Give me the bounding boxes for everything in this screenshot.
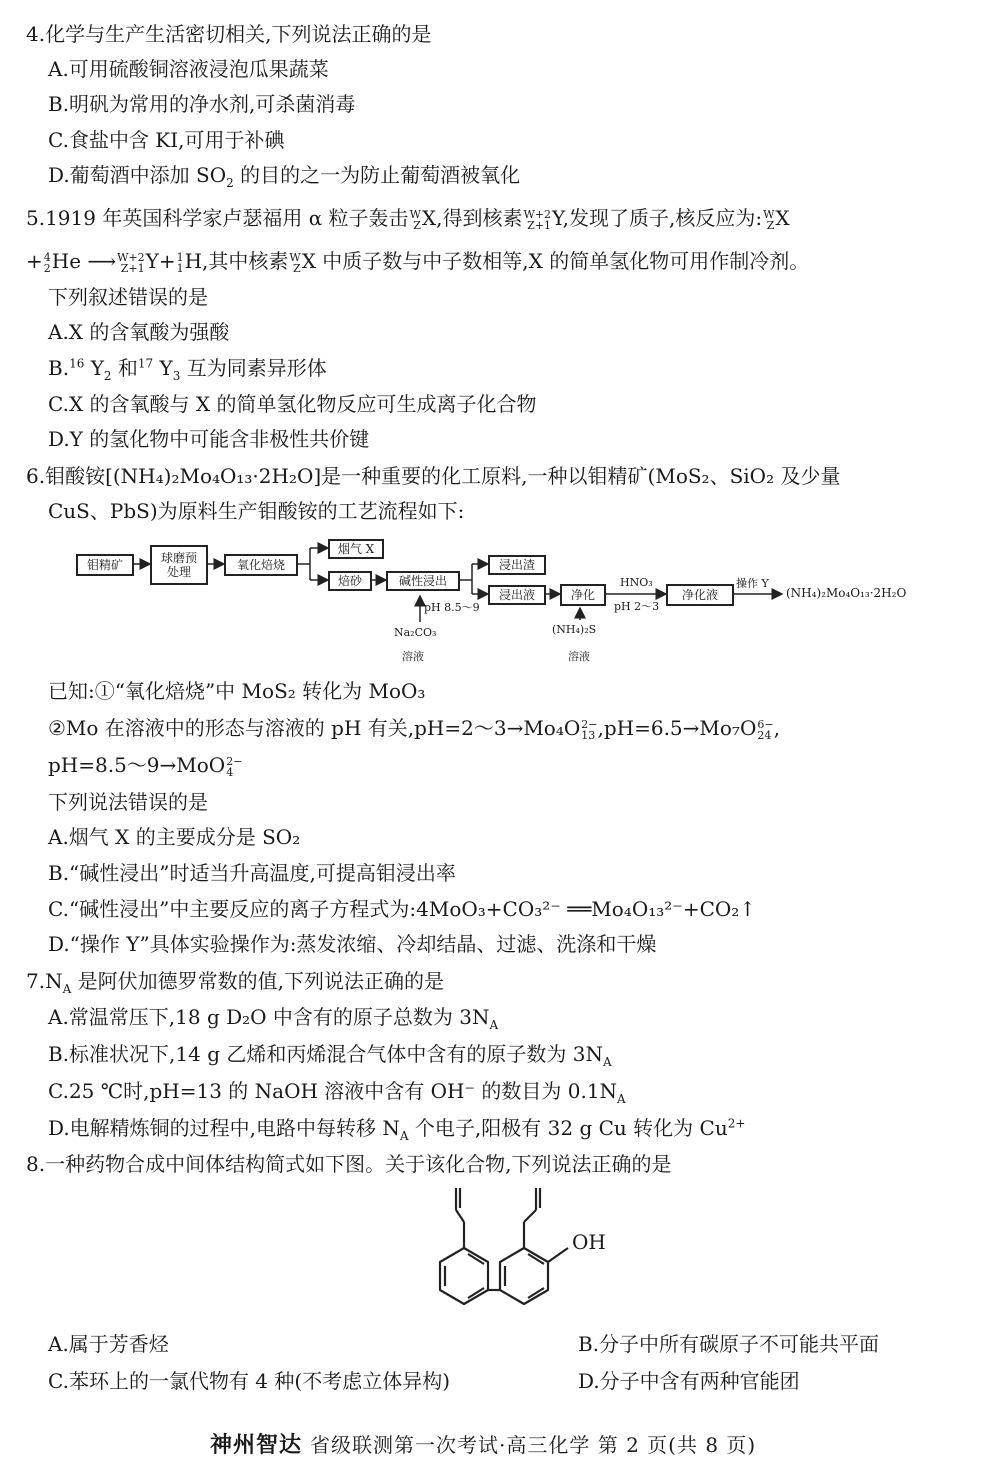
q4-d-pre: D.葡萄酒中添加 SO — [48, 163, 227, 187]
footer-brand: 神州智达 — [210, 1432, 303, 1458]
q5-b-sub2: 2 — [103, 369, 112, 383]
q5-option-d: D.Y 的氢化物中可能含非极性共价键 — [48, 427, 370, 451]
q7-stem-sub: A — [62, 982, 72, 996]
q6-k2-b: ,pH=6.5→Mo₇O — [597, 716, 757, 740]
flow-nh42s: (NH₄)₂S — [552, 623, 597, 636]
box-calcine: 焙砂 — [328, 571, 372, 591]
q6-known2 — [48, 714, 780, 742]
q5-l2-d: H,其中核素 — [184, 249, 289, 273]
flow-hno3: HNO₃ — [620, 576, 653, 589]
q7-option-a — [48, 1003, 498, 1031]
q5-b-post: 互为同素异形体 — [180, 356, 327, 380]
flow-sol2: 溶液 — [568, 650, 590, 663]
box-ball-mill — [150, 545, 208, 585]
q5-h-z: 1 — [176, 261, 184, 275]
q6-k2-c: , — [773, 716, 780, 740]
q5-l1-d: X — [775, 206, 790, 230]
box-alkaline-leach: 碱性浸出 — [386, 571, 460, 591]
q7-c-sub: A — [617, 1092, 626, 1106]
flow-na2co3: Na₂CO₃ — [394, 626, 437, 639]
q7-stem-a: 7.N — [26, 969, 63, 993]
q4-d-post: 的目的之一为防止葡萄酒被氧化 — [233, 163, 521, 187]
q5-b-y2: Y — [153, 356, 173, 380]
q7-d-sup: 2+ — [727, 1116, 746, 1131]
q6-option-a: A.烟气 X 的主要成分是 SO₂ — [48, 825, 301, 849]
q5-l2-a: + — [26, 249, 43, 273]
q5-l1-b: X,得到核素 — [421, 206, 523, 230]
q4-option-b: B.明矾为常用的净水剂,可杀菌消毒 — [48, 92, 356, 116]
q5-sub-z-2: Z — [766, 218, 775, 232]
left-benzene-ring — [440, 1248, 488, 1304]
q5-ask: 下列叙述错误的是 — [48, 285, 208, 309]
q6-option-b: B.“碱性浸出”时适当升高温度,可提高钼浸出率 — [48, 861, 456, 885]
page-footer — [210, 1428, 756, 1459]
q8-option-d: D.分子中含有两种官能团 — [578, 1369, 800, 1393]
q5-b-17: 17 — [137, 356, 154, 371]
flow-op-y: 操作 Y — [736, 577, 769, 590]
q7-stem-post: 是阿伏加德罗常数的值,下列说法正确的是 — [71, 969, 444, 993]
q7-c-text: C.25 ℃时,pH=13 的 NaOH 溶液中含有 OH⁻ 的数目为 0.1N — [48, 1079, 618, 1103]
flow-ph2: pH 2～3 — [614, 600, 660, 613]
q5-h-mass: 1 — [176, 250, 184, 264]
q5-sup-w-2: W — [763, 207, 775, 221]
flow-sol1: 溶液 — [402, 650, 424, 663]
q5-sup-w-1: W — [409, 207, 421, 221]
box-ball-mill-l2: 处理 — [166, 565, 191, 579]
flow-product: (NH₄)₂Mo₄O₁₃·2H₂O — [786, 586, 907, 600]
q4-option-a: A.可用硫酸铜溶液浸泡瓜果蔬菜 — [48, 57, 329, 81]
box-flue-gas: 烟气 X — [328, 539, 384, 559]
q7-d-b: 个电子,阳极有 32 g Cu 转化为 Cu — [408, 1116, 728, 1140]
q8-option-b: B.分子中所有碳原子不可能共平面 — [578, 1332, 880, 1356]
q5-option-c: C.X 的含氧酸与 X 的简单氢化物反应可生成离子化合物 — [48, 392, 537, 416]
box-purified-liquor: 净化液 — [666, 584, 734, 606]
q5-l2-b: He ⟶ — [51, 249, 117, 273]
q7-a-text: A.常温常压下,18 g D₂O 中含有的原子总数为 3N — [48, 1005, 490, 1029]
q6-known3 — [48, 751, 242, 779]
q6-option-d: D.“操作 Y”具体实验操作为:蒸发浓缩、冷却结晶、过滤、洗涤和干燥 — [48, 932, 657, 956]
q4-stem: 4.化学与生产生活密切相关,下列说法正确的是 — [26, 22, 432, 46]
q6-stem-line1: 6.钼酸铵[(NH₄)₂Mo₄O₁₃·2H₂O]是一种重要的化工原料,一种以钼精矿(MoS₂、SiO₂ 及少量 — [26, 464, 841, 488]
flow-ph1: pH 8.5～9 — [424, 601, 480, 614]
q6-ion2-sup: 6− — [757, 717, 774, 731]
box-purify: 净化 — [560, 584, 606, 606]
q5-b-16: 16 — [69, 356, 85, 371]
q7-d-sub: A — [399, 1129, 409, 1143]
q5-he-z: 2 — [43, 261, 51, 275]
q6-ion1-sub: 13 — [581, 728, 596, 742]
q6-known1: 已知:①“氧化焙烧”中 MoS₂ 转化为 MoO₃ — [48, 679, 426, 703]
q7-option-c — [48, 1077, 626, 1105]
box-leach-liquor: 浸出液 — [488, 585, 546, 605]
footer-text: 省级联测第一次考试·高三化学 第 2 页(共 8 页) — [310, 1433, 757, 1457]
q7-option-d — [48, 1114, 745, 1142]
q5-b-y: Y — [84, 356, 104, 380]
q8-stem: 8.一种药物合成中间体结构简式如下图。关于该化合物,下列说法正确的是 — [26, 1152, 672, 1176]
q4-d-sub: 2 — [226, 176, 234, 190]
q5-option-a: A.X 的含氧酸为强酸 — [48, 320, 230, 344]
q8-oh-label: OH — [572, 1230, 606, 1254]
q7-b-sub: A — [602, 1055, 612, 1069]
box-ball-mill-l1: 球磨预 — [160, 551, 197, 565]
q5-l2-c: Y+ — [145, 249, 176, 273]
box-leach-residue: 浸出渣 — [488, 555, 546, 575]
q7-stem — [26, 967, 444, 995]
q5-sup-w2-1: W+2 — [523, 207, 552, 221]
q5-he-mass: 4 — [43, 250, 51, 264]
q5-l1-c: Y,发现了质子,核反应为: — [552, 206, 763, 230]
q7-a-sub: A — [489, 1018, 499, 1032]
q5-sub-z-3: Z — [293, 261, 301, 275]
q7-option-b — [48, 1040, 612, 1068]
q5-sub-z-1: Z — [413, 218, 421, 232]
q5-b-sub3: 3 — [172, 369, 181, 383]
q5-l1-a: 5.1919 年英国科学家卢瑟福用 α 粒子轰击 — [26, 206, 409, 230]
q4-option-c: C.食盐中含 KI,可用于补碘 — [48, 128, 285, 152]
q5-l2-e: X 中质子数与中子数相等,X 的简单氢化物可用作制冷剂。 — [301, 249, 810, 273]
box-molybdenite: 钼精矿 — [76, 554, 134, 576]
q6-ion1-sup: 2− — [581, 717, 598, 731]
q6-ion2-sub: 24 — [757, 728, 772, 742]
right-benzene-ring — [500, 1248, 548, 1304]
q6-k3-a: pH=8.5～9→MoO — [48, 753, 226, 777]
q5-sub-z1-2: Z+1 — [120, 261, 145, 275]
q5-b-pre: B. — [48, 356, 70, 380]
q6-ion3-sup: 2− — [226, 754, 243, 768]
q6-ask: 下列说法错误的是 — [48, 790, 208, 814]
q5-sup-w-3: W — [289, 250, 301, 264]
q5-sub-z1-1: Z+1 — [527, 218, 552, 232]
q6-option-c: C.“碱性浸出”中主要反应的离子方程式为:4MoO₃+CO₃²⁻ ══Mo₄O₁₃²⁻+CO₂↑ — [48, 897, 757, 921]
molecule-structure — [400, 1182, 640, 1332]
q6-ion3-sub: 4 — [226, 765, 234, 779]
q8-option-a: A.属于芳香烃 — [48, 1332, 169, 1356]
q7-d-a: D.电解精炼铜的过程中,电路中每转移 N — [48, 1116, 400, 1140]
q7-b-text: B.标准状况下,14 g 乙烯和丙烯混合气体中含有的原子数为 3N — [48, 1042, 603, 1066]
q8-option-c: C.苯环上的一氯代物有 4 种(不考虑立体异构) — [48, 1369, 450, 1393]
q5-sup-w2-2: W+2 — [117, 250, 145, 264]
q5-b-and: 和 — [111, 356, 138, 380]
q6-stem-line2: CuS、PbS)为原料生产钼酸铵的工艺流程如下: — [48, 499, 465, 523]
box-oxidation-roast: 氧化焙烧 — [224, 554, 298, 576]
q6-k2-a: ②Mo 在溶液中的形态与溶液的 pH 有关,pH=2～3→Mo₄O — [48, 716, 581, 740]
